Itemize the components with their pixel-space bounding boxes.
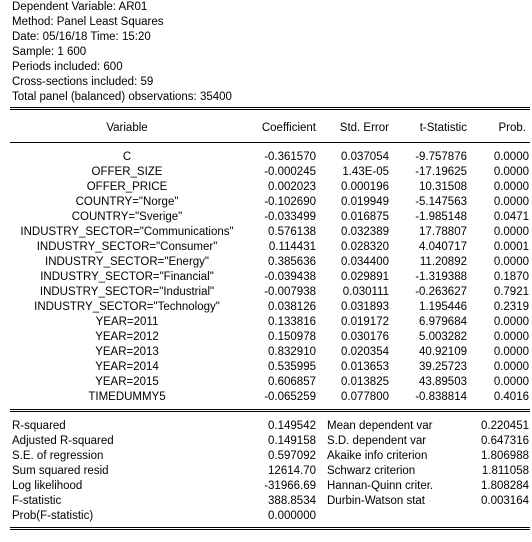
prob-value: 0.0000	[493, 316, 529, 328]
std-error-value: 0.030111	[342, 286, 389, 298]
variable-name: YEAR=2011	[95, 316, 159, 328]
stat-label: Akaike info criterion	[327, 450, 428, 462]
t-statistic-value: 6.979684	[419, 316, 467, 328]
variable-name: TIMEDUMMY5	[88, 391, 166, 403]
stat-value: 0.149158	[268, 435, 316, 447]
t-statistic-value: -17.19625	[415, 166, 467, 178]
coefficient-value: -0.000245	[264, 166, 316, 178]
stat-value: 0.003164	[481, 495, 529, 507]
stat-label: Mean dependent var	[327, 420, 433, 432]
variable-name: INDUSTRY_SECTOR="Communications"	[20, 226, 234, 238]
std-error-value: 0.034400	[341, 256, 389, 268]
t-statistic-value: 39.25723	[419, 361, 467, 373]
std-error-value: 0.020354	[341, 346, 389, 358]
prob-value: 0.0000	[493, 361, 529, 373]
t-statistic-value: 10.31508	[419, 181, 467, 193]
std-error-value: 0.037054	[341, 151, 389, 163]
std-error-value: 0.029891	[341, 271, 389, 283]
coefficient-value: 0.133816	[268, 316, 316, 328]
sample-line: Sample: 1 600	[12, 46, 87, 58]
bottom-rule-1	[10, 527, 530, 528]
date-line: Date: 05/16/18 Time: 15:20	[12, 31, 151, 43]
column-header-t-statistic: t-Statistic	[419, 122, 467, 134]
std-error-value: 0.031893	[341, 301, 389, 313]
std-error-value: 0.019172	[341, 316, 389, 328]
std-error-value: 1.43E-05	[342, 166, 389, 178]
coefficient-value: 0.150978	[268, 331, 316, 343]
coefficient-value: 0.606857	[268, 376, 316, 388]
coefficient-value: -0.361570	[264, 151, 316, 163]
dependent-variable-line: Dependent Variable: AR01	[12, 1, 148, 13]
std-error-value: 0.032389	[341, 226, 389, 238]
summary-rule-2	[10, 411, 530, 412]
table-row	[0, 330, 532, 345]
stat-value: 1.808284	[481, 480, 529, 492]
t-statistic-value: 11.20892	[419, 256, 467, 268]
std-error-value: 0.016875	[341, 211, 389, 223]
table-row	[0, 315, 532, 330]
stat-label: Durbin-Watson stat	[327, 495, 425, 507]
coefficient-value: -0.033499	[264, 211, 316, 223]
stat-label: Sum squared resid	[12, 465, 109, 477]
prob-value: 0.0000	[493, 376, 529, 388]
std-error-value: 0.028320	[341, 241, 389, 253]
t-statistic-value: 43.89503	[419, 376, 467, 388]
table-row	[0, 345, 532, 360]
stat-value: 388.8534	[268, 495, 316, 507]
coefficient-value: -0.007938	[264, 286, 316, 298]
stat-label: Log likelihood	[12, 480, 83, 492]
stat-value: 0.597092	[268, 450, 316, 462]
prob-value: 0.0000	[493, 331, 529, 343]
table-top-rule-1	[10, 107, 530, 108]
summary-rule-1	[10, 409, 530, 410]
t-statistic-value: -5.147563	[415, 196, 467, 208]
prob-value: 0.2319	[493, 301, 529, 313]
t-statistic-value: -9.757876	[415, 151, 467, 163]
table-row	[0, 360, 532, 375]
t-statistic-value: 4.040717	[419, 241, 467, 253]
table-row	[0, 195, 532, 210]
stat-value: 12614.70	[268, 465, 316, 477]
stat-label: Hannan-Quinn criter.	[327, 480, 434, 492]
variable-name: OFFER_PRICE	[86, 181, 168, 193]
variable-name: COUNTRY="Sverige"	[71, 211, 183, 223]
column-header-coefficient: Coefficient	[261, 122, 316, 134]
t-statistic-value: -0.838814	[415, 391, 467, 403]
stat-label: S.E. of regression	[12, 450, 104, 462]
table-row	[0, 255, 532, 270]
summary-row	[0, 464, 532, 479]
stat-value: 0.220451	[481, 420, 529, 432]
variable-name: YEAR=2012	[95, 331, 159, 343]
summary-row	[0, 494, 532, 509]
variable-name: OFFER_SIZE	[91, 166, 163, 178]
coefficient-value: -0.039438	[264, 271, 316, 283]
table-top-rule-2	[10, 109, 530, 110]
t-statistic-value: 5.003282	[419, 331, 467, 343]
t-statistic-value: 1.195446	[419, 301, 467, 313]
bottom-rule-2	[10, 529, 530, 530]
column-header-std-error: Std. Error	[339, 122, 389, 134]
periods-line: Periods included: 600	[12, 61, 123, 73]
prob-value: 0.0000	[493, 226, 529, 238]
t-statistic-value: 40.92109	[419, 346, 467, 358]
prob-value: 0.1870	[493, 271, 529, 283]
prob-value: 0.0000	[493, 196, 529, 208]
table-row	[0, 240, 532, 255]
variable-name: C	[122, 151, 132, 163]
summary-row	[0, 434, 532, 449]
method-line: Method: Panel Least Squares	[12, 16, 164, 28]
stat-value: 0.000000	[268, 510, 316, 522]
stat-label: Prob(F-statistic)	[12, 510, 94, 522]
table-row	[0, 390, 532, 405]
table-row	[0, 375, 532, 390]
cross-sections-line: Cross-sections included: 59	[12, 76, 154, 88]
stat-label: Adjusted R-squared	[12, 435, 114, 447]
stat-label: R-squared	[12, 420, 66, 432]
prob-value: 0.0001	[493, 241, 529, 253]
prob-value: 0.0000	[493, 346, 529, 358]
summary-row	[0, 479, 532, 494]
table-row	[0, 285, 532, 300]
stat-value: 1.806988	[481, 450, 529, 462]
column-header-variable: Variable	[106, 122, 148, 134]
estimation-header	[12, 0, 232, 105]
coefficient-value: 0.576138	[268, 226, 316, 238]
std-error-value: 0.013825	[341, 376, 389, 388]
variable-name: INDUSTRY_SECTOR="Industrial"	[39, 286, 215, 298]
prob-value: 0.0471	[493, 211, 529, 223]
variable-name: INDUSTRY_SECTOR="Technology"	[34, 301, 220, 313]
coefficient-value: 0.535995	[268, 361, 316, 373]
variable-name: INDUSTRY_SECTOR="Financial"	[40, 271, 214, 283]
stat-value: 0.647316	[481, 435, 529, 447]
std-error-value: 0.077800	[341, 391, 389, 403]
std-error-value: 0.030176	[341, 331, 389, 343]
stat-label: Schwarz criterion	[327, 465, 416, 477]
prob-value: 0.0000	[493, 181, 529, 193]
variable-name: COUNTRY="Norge"	[75, 196, 179, 208]
t-statistic-value: -0.263627	[415, 286, 467, 298]
table-row	[0, 270, 532, 285]
t-statistic-value: -1.985148	[415, 211, 467, 223]
prob-value: 0.7921	[493, 286, 529, 298]
prob-value: 0.0000	[493, 151, 529, 163]
summary-row	[0, 419, 532, 434]
column-header-rule	[10, 142, 530, 143]
column-header-prob: Prob.	[498, 122, 526, 134]
variable-name: YEAR=2014	[95, 361, 159, 373]
table-row	[0, 150, 532, 165]
variable-name: INDUSTRY_SECTOR="Energy"	[45, 256, 209, 268]
std-error-value: 0.019949	[341, 196, 389, 208]
std-error-value: 0.000196	[341, 181, 389, 193]
summary-row	[0, 449, 532, 464]
prob-value: 0.0000	[493, 166, 529, 178]
table-row	[0, 300, 532, 315]
coefficient-value: 0.385636	[268, 256, 316, 268]
summary-row	[0, 509, 532, 524]
coefficient-value: 0.002023	[268, 181, 316, 193]
coefficient-value: 0.114431	[268, 241, 316, 253]
variable-name: INDUSTRY_SECTOR="Consumer"	[36, 241, 218, 253]
coefficient-value: -0.102690	[264, 196, 316, 208]
table-row	[0, 165, 532, 180]
t-statistic-value: 17.78807	[419, 226, 467, 238]
observations-line: Total panel (balanced) observations: 35400	[12, 91, 232, 103]
variable-name: YEAR=2015	[95, 376, 159, 388]
stat-value: -31966.69	[264, 480, 316, 492]
prob-value: 0.4016	[493, 391, 529, 403]
stat-label: F-statistic	[12, 495, 62, 507]
variable-name: YEAR=2013	[95, 346, 159, 358]
stat-value: 0.149542	[268, 420, 316, 432]
table-row	[0, 180, 532, 195]
stat-label: S.D. dependent var	[327, 435, 427, 447]
table-row	[0, 210, 532, 225]
coefficient-value: 0.832910	[268, 346, 316, 358]
t-statistic-value: -1.319388	[415, 271, 467, 283]
coefficient-value: -0.065259	[264, 391, 316, 403]
coefficient-value: 0.038126	[268, 301, 316, 313]
stat-value: 1.811058	[481, 465, 529, 477]
prob-value: 0.0000	[493, 256, 529, 268]
table-row	[0, 225, 532, 240]
std-error-value: 0.013653	[341, 361, 389, 373]
